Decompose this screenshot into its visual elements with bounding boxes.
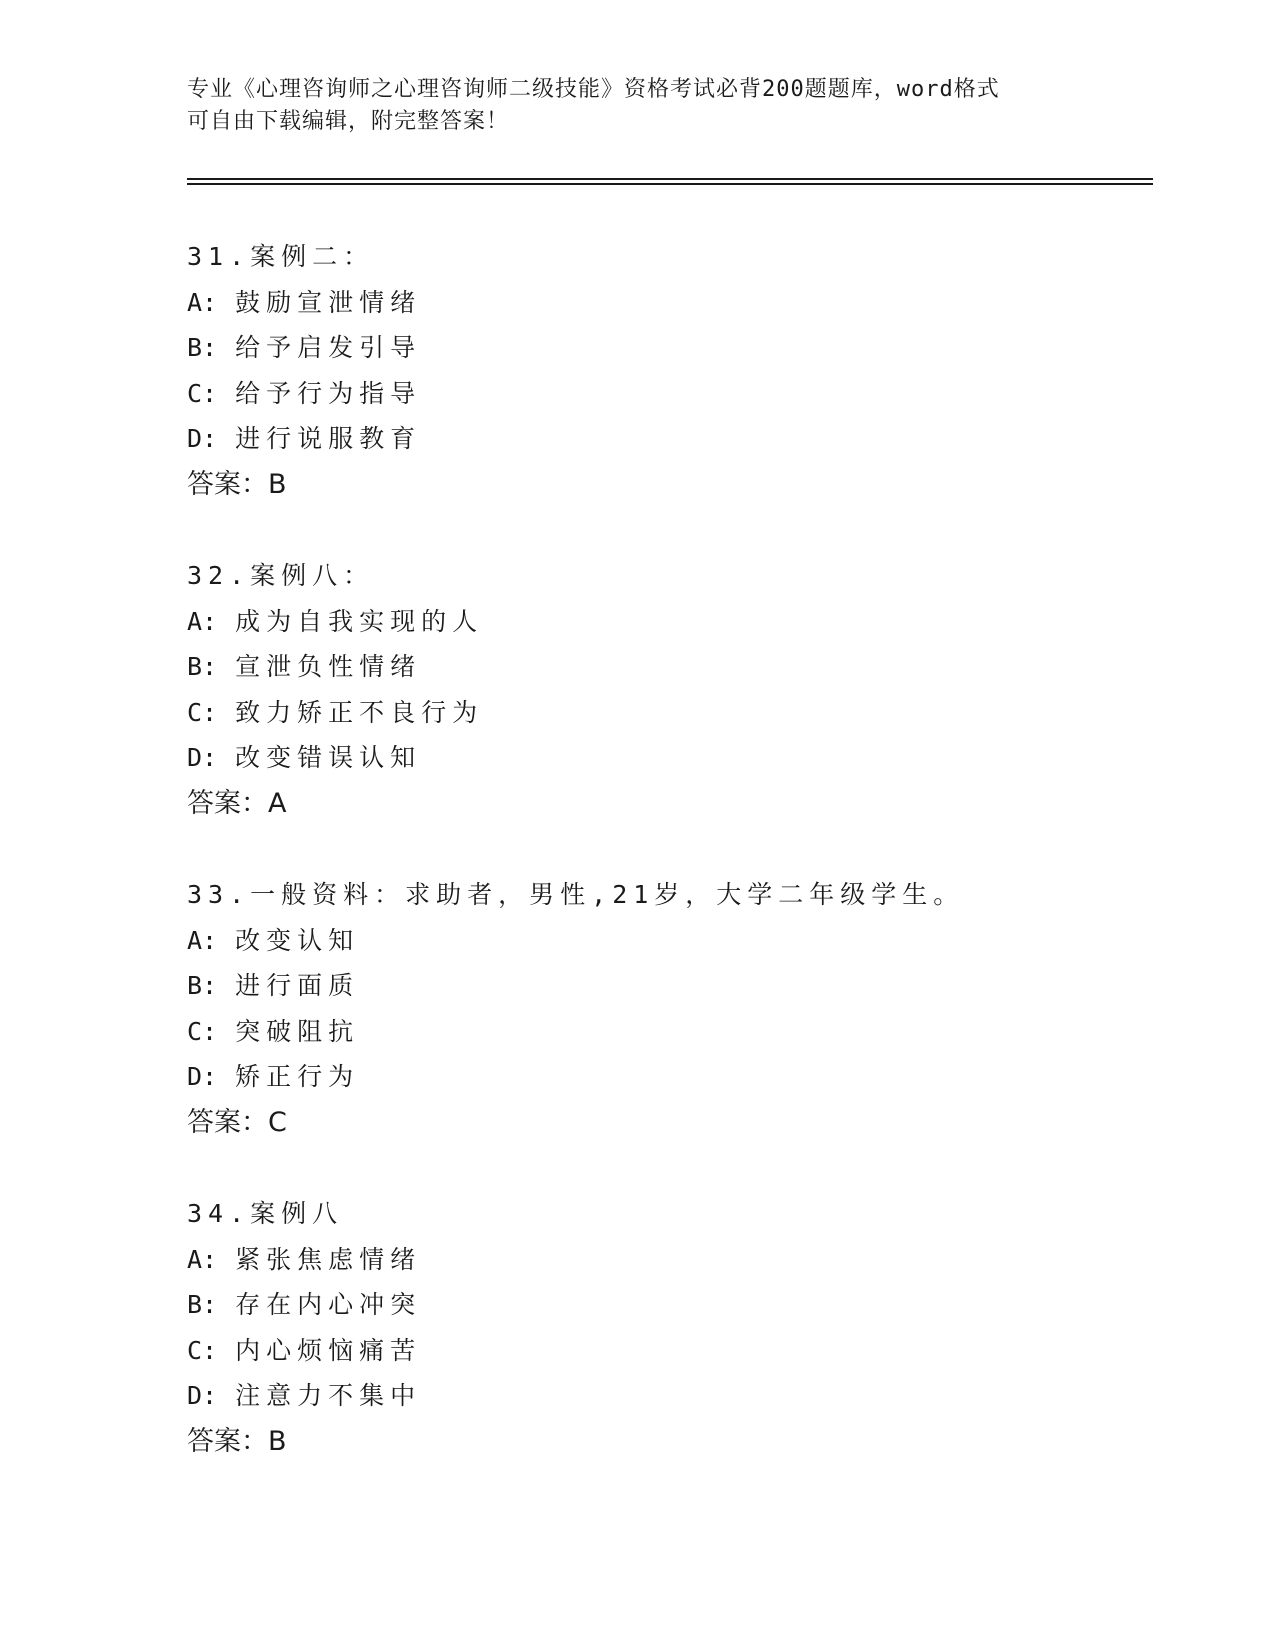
option-label: D: bbox=[187, 424, 218, 453]
answer-line bbox=[187, 781, 1137, 827]
answer-label: 答案： bbox=[187, 1106, 268, 1138]
question-stem: 32.案例八： bbox=[187, 561, 375, 590]
header-line-1: 专业《心理咨询师之心理咨询师二级技能》资格考试必背200题题库，word格式 bbox=[187, 77, 1000, 102]
option-text: 给予行为指导 bbox=[235, 378, 422, 408]
option-a bbox=[187, 599, 1137, 645]
answer-line bbox=[187, 1419, 1137, 1465]
option-text: 给予启发引导 bbox=[235, 333, 422, 362]
option-text: 突破阻抗 bbox=[235, 1016, 360, 1046]
option-text: 改变错误认知 bbox=[235, 743, 422, 772]
option-d bbox=[187, 735, 1137, 781]
option-text: 鼓励宣泄情绪 bbox=[235, 287, 422, 317]
option-d bbox=[187, 416, 1137, 462]
document-header bbox=[187, 74, 1087, 138]
question-stem: 34.案例八 bbox=[187, 1199, 344, 1228]
option-text: 注意力不集中 bbox=[235, 1381, 422, 1410]
option-label: D: bbox=[187, 743, 218, 772]
question-block bbox=[187, 1191, 1137, 1464]
option-a bbox=[187, 1237, 1137, 1283]
option-label: A: bbox=[187, 1244, 218, 1274]
option-label: B: bbox=[187, 971, 218, 1000]
header-line-2: 可自由下载编辑，附完整答案！ bbox=[187, 109, 510, 134]
option-text: 改变认知 bbox=[235, 925, 360, 955]
option-d bbox=[187, 1054, 1137, 1100]
question-block bbox=[187, 234, 1137, 507]
option-c bbox=[187, 1009, 1137, 1055]
answer-value: B bbox=[268, 468, 287, 500]
question-stem: 33.一般资料：求助者，男性,21岁，大学二年级学生。 bbox=[187, 880, 965, 909]
question-block bbox=[187, 872, 1137, 1145]
option-text: 进行面质 bbox=[235, 971, 360, 1000]
option-label: B: bbox=[187, 333, 218, 362]
answer-label: 答案： bbox=[187, 468, 268, 500]
answer-line bbox=[187, 462, 1137, 508]
option-label: C: bbox=[187, 1016, 218, 1046]
option-text: 宣泄负性情绪 bbox=[235, 652, 422, 681]
option-text: 紧张焦虑情绪 bbox=[235, 1244, 422, 1274]
answer-value: C bbox=[268, 1106, 287, 1138]
option-b bbox=[187, 1282, 1137, 1328]
answer-value: A bbox=[268, 787, 287, 819]
option-label: D: bbox=[187, 1381, 218, 1410]
option-c bbox=[187, 1328, 1137, 1374]
answer-label: 答案： bbox=[187, 1425, 268, 1457]
header-divider-bottom bbox=[187, 183, 1153, 185]
header-divider-top bbox=[187, 178, 1153, 180]
answer-label: 答案： bbox=[187, 787, 268, 819]
option-text: 进行说服教育 bbox=[235, 424, 422, 453]
answer-value: B bbox=[268, 1425, 287, 1457]
option-b bbox=[187, 963, 1137, 1009]
option-c bbox=[187, 371, 1137, 417]
option-text: 致力矫正不良行为 bbox=[235, 697, 484, 727]
option-a bbox=[187, 918, 1137, 964]
option-c bbox=[187, 690, 1137, 736]
option-text: 成为自我实现的人 bbox=[235, 606, 484, 636]
option-d bbox=[187, 1373, 1137, 1419]
answer-line bbox=[187, 1100, 1137, 1146]
option-label: B: bbox=[187, 652, 218, 681]
question-block bbox=[187, 553, 1137, 826]
option-text: 矫正行为 bbox=[235, 1062, 360, 1091]
option-label: C: bbox=[187, 697, 218, 727]
option-label: A: bbox=[187, 925, 218, 955]
option-label: B: bbox=[187, 1290, 218, 1319]
option-b bbox=[187, 644, 1137, 690]
option-b bbox=[187, 325, 1137, 371]
question-stem: 31.案例二： bbox=[187, 242, 375, 271]
option-a bbox=[187, 280, 1137, 326]
option-label: D: bbox=[187, 1062, 218, 1091]
option-label: C: bbox=[187, 1335, 218, 1365]
option-label: C: bbox=[187, 378, 218, 408]
option-text: 内心烦恼痛苦 bbox=[235, 1335, 422, 1365]
option-label: A: bbox=[187, 287, 218, 317]
option-label: A: bbox=[187, 606, 218, 636]
option-text: 存在内心冲突 bbox=[235, 1290, 422, 1319]
